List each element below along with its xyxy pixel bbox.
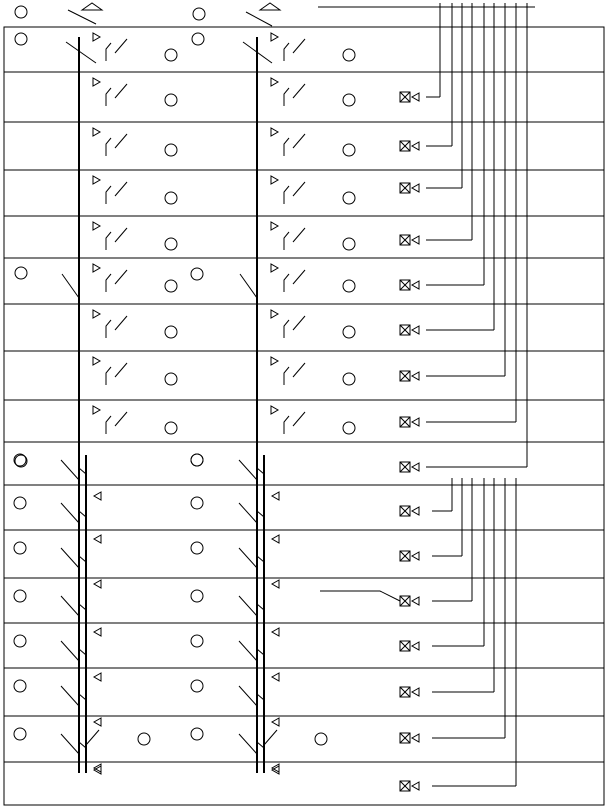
terminal-arrow bbox=[412, 597, 419, 605]
row-dividers bbox=[4, 72, 604, 762]
relay-slant bbox=[293, 84, 305, 98]
relay-contact bbox=[106, 320, 111, 338]
contact-arrow bbox=[94, 580, 101, 588]
row-marker-circle bbox=[191, 590, 203, 602]
contact-arrow bbox=[272, 673, 279, 681]
relay-contact bbox=[284, 367, 289, 385]
relay-contact bbox=[284, 138, 289, 156]
contact-arrow bbox=[271, 33, 278, 41]
row-marker-circle bbox=[191, 680, 203, 692]
row-marker-circle bbox=[343, 238, 355, 250]
relay-contact bbox=[284, 320, 289, 338]
contact-arrow bbox=[93, 33, 100, 41]
output-terminal bbox=[400, 733, 419, 743]
bus-stub bbox=[61, 596, 79, 616]
row-marker-circle bbox=[138, 733, 150, 745]
bus-stub bbox=[61, 734, 79, 754]
bus-stub bbox=[61, 641, 79, 661]
upper-row bbox=[93, 406, 355, 434]
relay-contact bbox=[284, 274, 289, 292]
bus-stub bbox=[61, 503, 79, 523]
row-marker-circle bbox=[165, 94, 177, 106]
bus-stub bbox=[62, 274, 79, 298]
relay-contact bbox=[79, 694, 86, 716]
upper-rows bbox=[15, 33, 355, 467]
row-marker-circle bbox=[191, 454, 203, 466]
lower-row bbox=[14, 542, 279, 588]
lower-row bbox=[14, 728, 279, 774]
bus-stub bbox=[239, 503, 257, 523]
contact-arrow bbox=[94, 628, 101, 636]
relay-contact bbox=[79, 468, 86, 490]
row-marker-circle bbox=[14, 454, 26, 466]
contact-arrow bbox=[271, 357, 278, 365]
upper-row bbox=[93, 222, 355, 250]
lower-row bbox=[86, 730, 327, 772]
output-terminal bbox=[400, 183, 419, 193]
row-marker-circle bbox=[165, 49, 177, 61]
relay-slant bbox=[115, 39, 127, 53]
header bbox=[15, 3, 535, 26]
row-marker-circle bbox=[165, 373, 177, 385]
terminal-arrow bbox=[412, 782, 419, 790]
relay-slant bbox=[115, 412, 127, 426]
contact-arrow bbox=[93, 310, 100, 318]
upper-row bbox=[93, 78, 355, 106]
row-marker-circle bbox=[343, 49, 355, 61]
contact-arrow bbox=[93, 264, 100, 272]
upper-row bbox=[93, 310, 355, 338]
upper-row bbox=[93, 176, 355, 204]
row-marker-circle bbox=[343, 326, 355, 338]
relay-contact bbox=[284, 186, 289, 204]
row-marker-circle bbox=[14, 680, 26, 692]
contact-arrow bbox=[93, 176, 100, 184]
terminal-arrow bbox=[412, 93, 419, 101]
row-marker-circle bbox=[191, 635, 203, 647]
relay-slant bbox=[115, 228, 127, 242]
row-marker-circle bbox=[343, 422, 355, 434]
terminal-arrow bbox=[412, 734, 419, 742]
contact-arrow bbox=[271, 176, 278, 184]
bus-stub bbox=[239, 734, 257, 754]
row-marker-circle bbox=[191, 542, 203, 554]
contact-arrow bbox=[93, 78, 100, 86]
row-marker-circle bbox=[165, 326, 177, 338]
bus-stub bbox=[61, 548, 79, 568]
relay-contact bbox=[284, 43, 289, 61]
row-marker-circle bbox=[191, 268, 203, 280]
relay-contact bbox=[106, 232, 111, 250]
lower-secondary-buses bbox=[86, 455, 264, 773]
row-marker-circle bbox=[343, 144, 355, 156]
contact-arrow bbox=[271, 406, 278, 414]
header-slash-right bbox=[246, 12, 272, 26]
relay-contact bbox=[106, 88, 111, 106]
relay-contact bbox=[106, 416, 111, 434]
contact-arrow bbox=[271, 78, 278, 86]
contact-arrow bbox=[271, 264, 278, 272]
output-terminal bbox=[400, 551, 419, 561]
header-slash-left bbox=[68, 10, 96, 24]
row-marker-circle bbox=[14, 635, 26, 647]
contact-arrow bbox=[94, 492, 101, 500]
relay-contact bbox=[106, 138, 111, 156]
bus-stub bbox=[239, 548, 257, 568]
contact-arrow bbox=[93, 406, 100, 414]
header-triangle-right bbox=[260, 3, 280, 10]
row-marker-circle bbox=[343, 192, 355, 204]
row-marker-circle bbox=[343, 94, 355, 106]
bus-stub bbox=[66, 42, 96, 63]
row-marker-circle bbox=[14, 728, 26, 740]
relay-contact bbox=[257, 742, 264, 764]
relay-contact bbox=[106, 274, 111, 292]
output-terminal bbox=[400, 141, 419, 151]
relay-contact bbox=[257, 468, 264, 490]
bus-stub bbox=[61, 686, 79, 706]
relay-contact bbox=[79, 556, 86, 578]
bus-stub bbox=[239, 596, 257, 616]
relay-slant bbox=[293, 316, 305, 330]
lower-row bbox=[14, 635, 279, 681]
relay-slant bbox=[115, 270, 127, 284]
contact-arrow bbox=[272, 535, 279, 543]
relay-slant bbox=[115, 316, 127, 330]
frame-border bbox=[4, 27, 604, 805]
row-marker-circle bbox=[15, 267, 27, 279]
lower-row bbox=[14, 497, 279, 543]
contact-arrow bbox=[94, 673, 101, 681]
lower-row bbox=[14, 680, 279, 726]
row-marker-circle bbox=[15, 33, 27, 45]
contact-arrow bbox=[272, 718, 279, 726]
row-marker-circle bbox=[165, 238, 177, 250]
header-triangle-left bbox=[82, 3, 102, 10]
relay-slant bbox=[293, 363, 305, 377]
row-marker-circle bbox=[343, 373, 355, 385]
relay-slant bbox=[293, 412, 305, 426]
relay-contact bbox=[106, 43, 111, 61]
contact-arrow bbox=[94, 718, 101, 726]
bus-stub bbox=[239, 641, 257, 661]
contact-arrow bbox=[272, 492, 279, 500]
output-terminal bbox=[400, 417, 419, 427]
relay-slant bbox=[115, 182, 127, 196]
relay-slant bbox=[115, 84, 127, 98]
terminal-arrow bbox=[412, 552, 419, 560]
upper-row bbox=[93, 357, 355, 385]
row-marker-circle bbox=[191, 497, 203, 509]
bus-stub bbox=[239, 686, 257, 706]
bus-stub bbox=[61, 460, 79, 480]
terminal-arrow bbox=[412, 642, 419, 650]
contact-arrow bbox=[94, 535, 101, 543]
relay-slant bbox=[115, 363, 127, 377]
relay-slant bbox=[115, 134, 127, 148]
lower-rows bbox=[14, 454, 327, 774]
terminal-arrow bbox=[412, 418, 419, 426]
output-terminal bbox=[400, 235, 419, 245]
contact-arrow bbox=[271, 310, 278, 318]
contact-arrow bbox=[93, 222, 100, 230]
relay-slant bbox=[86, 730, 99, 745]
terminal-arrow bbox=[412, 688, 419, 696]
row-marker-circle bbox=[343, 280, 355, 292]
output-terminal bbox=[400, 280, 419, 290]
output-terminal bbox=[400, 462, 419, 472]
feeder-lines bbox=[320, 3, 527, 786]
terminal-arrow bbox=[412, 236, 419, 244]
row-marker-circle bbox=[191, 728, 203, 740]
output-terminal bbox=[400, 596, 419, 606]
row-marker-circle bbox=[165, 144, 177, 156]
terminal-arrow bbox=[412, 507, 419, 515]
row-marker-circle bbox=[315, 733, 327, 745]
terminal-arrow bbox=[412, 463, 419, 471]
header-circle-right bbox=[193, 8, 205, 20]
bus-stub bbox=[240, 274, 257, 298]
contact-arrow bbox=[271, 128, 278, 136]
relay-slant bbox=[293, 270, 305, 284]
row-marker-circle bbox=[192, 33, 204, 45]
relay-slant bbox=[293, 39, 305, 53]
terminal-arrow bbox=[412, 281, 419, 289]
relay-slant bbox=[264, 730, 277, 745]
contact-arrow bbox=[93, 128, 100, 136]
output-terminal bbox=[400, 506, 419, 516]
relay-contact bbox=[257, 556, 264, 578]
terminal-arrow bbox=[412, 372, 419, 380]
relay-slant bbox=[293, 134, 305, 148]
upper-row bbox=[93, 33, 355, 61]
row-marker-circle bbox=[165, 422, 177, 434]
header-circle-left bbox=[15, 6, 27, 18]
relay-contact bbox=[284, 232, 289, 250]
lower-row bbox=[14, 590, 279, 636]
terminal-arrow bbox=[412, 184, 419, 192]
output-terminal bbox=[400, 325, 419, 335]
contact-arrow bbox=[93, 357, 100, 365]
output-terminal bbox=[400, 781, 419, 791]
row-marker-circle bbox=[165, 192, 177, 204]
contact-arrow bbox=[271, 222, 278, 230]
lower-row bbox=[14, 454, 279, 500]
relay-slant bbox=[293, 182, 305, 196]
output-terminal bbox=[400, 687, 419, 697]
row-marker-circle bbox=[14, 542, 26, 554]
relay-contact bbox=[257, 694, 264, 716]
row-marker-circle bbox=[14, 497, 26, 509]
output-terminal bbox=[400, 92, 419, 102]
row-marker-circle bbox=[165, 280, 177, 292]
relay-contact bbox=[79, 742, 86, 764]
relay-contact bbox=[284, 416, 289, 434]
contact-arrow bbox=[272, 628, 279, 636]
relay-slant bbox=[293, 228, 305, 242]
contact-arrow bbox=[272, 580, 279, 588]
relay-contact bbox=[284, 88, 289, 106]
upper-row bbox=[93, 264, 355, 292]
feeder-horizontal bbox=[380, 591, 400, 601]
terminal-arrow bbox=[412, 326, 419, 334]
bus-stub bbox=[239, 460, 257, 480]
output-terminal bbox=[400, 371, 419, 381]
terminal-arrow bbox=[412, 142, 419, 150]
upper-row bbox=[93, 128, 355, 156]
row-marker-circle bbox=[14, 590, 26, 602]
relay-contact bbox=[106, 367, 111, 385]
output-terminal bbox=[400, 641, 419, 651]
relay-contact bbox=[106, 186, 111, 204]
